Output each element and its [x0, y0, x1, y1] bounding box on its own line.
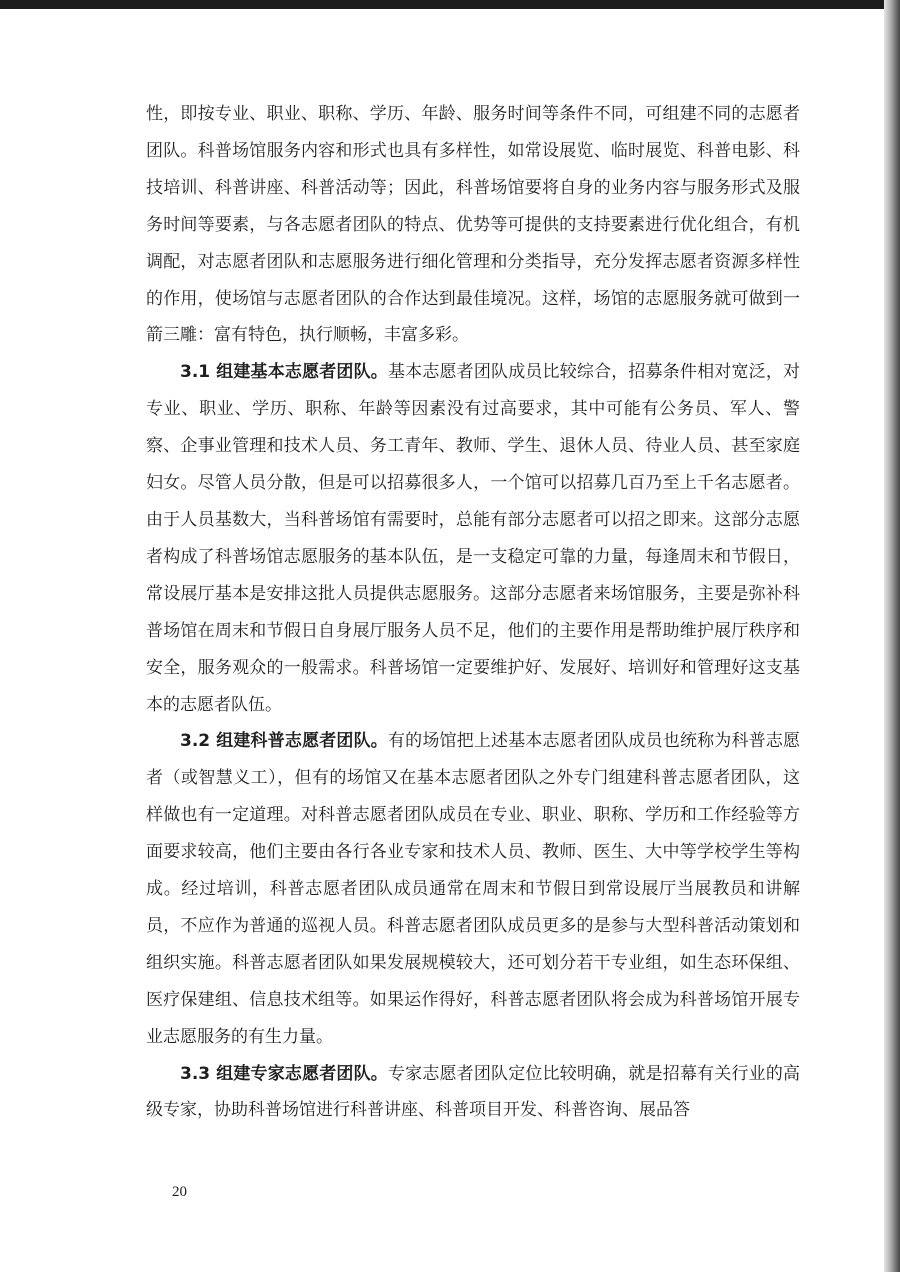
- paragraph-text: 专家志愿者团队定位比较明确，就是招幕有关行业的高级专家，协助科普场馆进行科普讲座、科普项目开发、科普咨询、展品答: [146, 1063, 800, 1121]
- paragraph-science-volunteers: [146, 723, 800, 1055]
- scan-edge-shadow: [884, 0, 900, 1272]
- scan-top-border: [0, 0, 900, 9]
- section-heading-3-3: 3.3 组建专家志愿者团队。: [180, 1063, 388, 1084]
- section-heading-3-2: 3.2 组建科普志愿者团队。: [180, 731, 388, 752]
- paragraph-basic-volunteers: [146, 354, 800, 723]
- section-heading-3-1: 3.1 组建基本志愿者团队。: [180, 362, 388, 383]
- paragraph-continuation: [146, 96, 800, 354]
- paragraph-text: 有的场馆把上述基本志愿者团队成员也统称为科普志愿者（或智慧义工），但有的场馆又在基本志愿者团队之外专门组建科普志愿者团队，这样做也有一定道理。对科普志愿者团队成员在专业、职业、职称、学历和工作经验等方面要求较高，他们主要由各行各业专家和技术人员、教师、医生、大中等学校学生等构成。经过培训，科普志愿者团队成员通常在周末和节假日到常设展厅当展教员和讲解员，不应作为普通的巡视人员。科普志愿者团队成员更多的是参与大型科普活动策划和组织实施。科普志愿者团队如果发展规模较大，还可划分若干专业组，如生态环保组、医疗保建组、信息技术组等。如果运作得好，科普志愿者团队将会成为科普场馆开展专业志愿服务的有生力量。: [146, 731, 800, 1047]
- page-number: 20: [172, 1184, 187, 1200]
- paragraph-text: 性，即按专业、职业、职称、学历、年龄、服务时间等条件不同，可组建不同的志愿者团队。科普场馆服务内容和形式也具有多样性，如常设展览、临时展览、科普电影、科技培训、科普讲座、科普活动等；因此，科普场馆要将自身的业务内容与服务形式及服务时间等要素，与各志愿者团队的特点、优势等可提供的支持要素进行优化组合，有机调配，对志愿者团队和志愿服务进行细化管理和分类指导，充分发挥志愿者资源多样性的作用，使场馆与志愿者团队的合作达到最佳境况。这样，场馆的志愿服务就可做到一箭三雕：富有特色，执行顺畅，丰富多彩。: [146, 104, 800, 346]
- body-text: [146, 96, 800, 1129]
- paragraph-text: 基本志愿者团队成员比较综合，招募条件相对宽泛，对专业、职业、学历、职称、年龄等因素没有过高要求，其中可能有公务员、军人、警察、企事业管理和技术人员、务工青年、教师、学生、退休人员、待业人员、甚至家庭妇女。尽管人员分散，但是可以招募很多人，一个馆可以招募几百乃至上千名志愿者。由于人员基数大，当科普场馆有需要时，总能有部分志愿者可以招之即来。这部分志愿者构成了科普场馆志愿服务的基本队伍，是一支稳定可靠的力量，每逢周末和节假日，常设展厅基本是安排这批人员提供志愿服务。这部分志愿者来场馆服务，主要是弥补科普场馆在周末和节假日自身展厅服务人员不足，他们的主要作用是帮助维护展厅秩序和安全，服务观众的一般需求。科普场馆一定要维护好、发展好、培训好和管理好这支基本的志愿者队伍。: [146, 362, 800, 715]
- paragraph-expert-volunteers: [146, 1056, 800, 1130]
